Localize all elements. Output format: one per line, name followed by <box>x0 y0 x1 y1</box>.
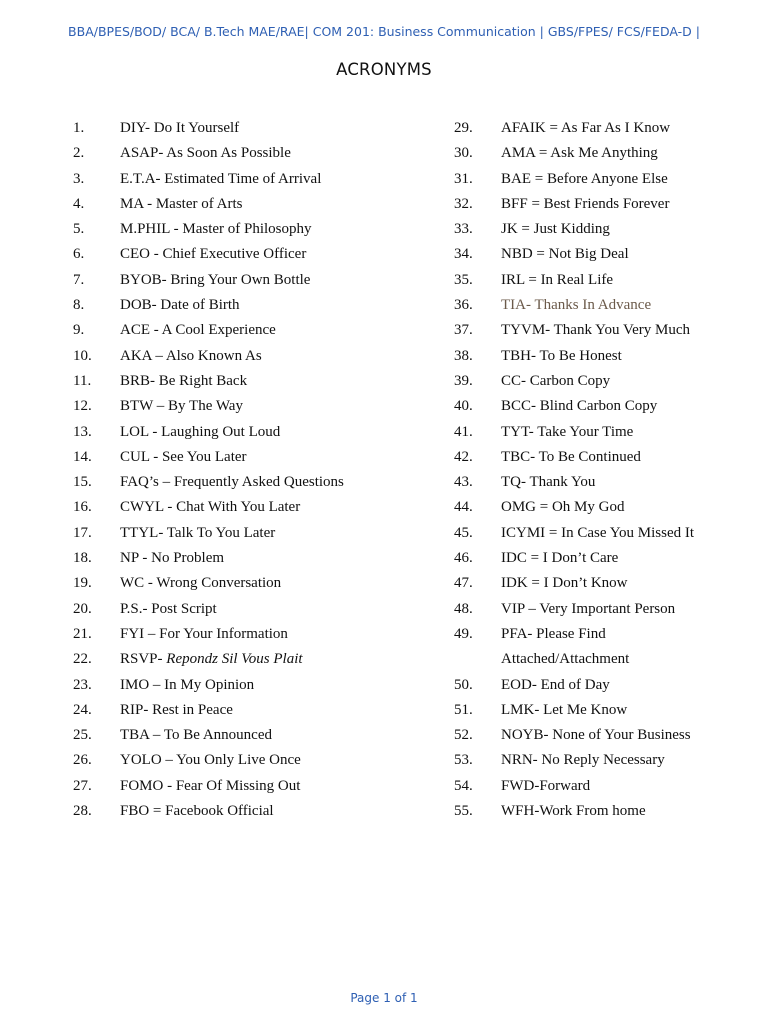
item-text <box>501 546 618 571</box>
item-text-main: AMA = Ask Me Anything <box>501 145 658 162</box>
item-text <box>120 141 291 166</box>
item-number: 12. <box>73 398 92 415</box>
item-text <box>120 622 288 647</box>
item-number: 6. <box>73 246 85 263</box>
list-item <box>73 242 433 267</box>
item-number: 54. <box>454 777 473 794</box>
item-text <box>501 141 658 166</box>
item-text <box>120 369 247 394</box>
item-text <box>120 293 240 318</box>
item-text <box>501 748 665 773</box>
item-text-main: BTW – By The Way <box>120 398 243 415</box>
item-number: 36. <box>454 297 473 314</box>
item-number: 49. <box>454 625 473 642</box>
item-text-main: CUL - See You Later <box>120 448 247 465</box>
item-text <box>501 217 610 242</box>
list-item <box>73 546 433 571</box>
list-item <box>73 647 433 672</box>
item-text <box>501 318 690 343</box>
item-number: 41. <box>454 423 473 440</box>
item-text-italic: Repondz Sil Vous Plait <box>166 651 303 668</box>
list-item <box>73 521 433 546</box>
item-number: 45. <box>454 524 473 541</box>
item-text-main: MA - Master of Arts <box>120 195 243 212</box>
item-text <box>501 445 641 470</box>
item-number: 3. <box>73 170 85 187</box>
item-text <box>120 571 281 596</box>
item-text <box>501 774 590 799</box>
list-item <box>73 167 433 192</box>
acronym-list-right <box>454 116 754 824</box>
list-item <box>454 723 754 748</box>
list-item <box>454 192 754 217</box>
item-number: 25. <box>73 727 92 744</box>
item-text-main: ACE - A Cool Experience <box>120 322 276 339</box>
item-text-main: FAQ’s – Frequently Asked Questions <box>120 474 344 491</box>
item-number: 28. <box>73 803 92 820</box>
item-number: 21. <box>73 625 92 642</box>
item-text <box>501 420 633 445</box>
item-text <box>120 394 243 419</box>
item-text-main: LOL - Laughing Out Loud <box>120 423 281 440</box>
item-text <box>501 799 646 824</box>
item-number: 39. <box>454 372 473 389</box>
item-number: 22. <box>73 651 92 668</box>
item-text <box>120 521 275 546</box>
item-text-main: FOMO - Fear Of Missing Out <box>120 777 301 794</box>
item-text-main: FBO = Facebook Official <box>120 803 274 820</box>
item-text-main: IRL = In Real Life <box>501 271 614 288</box>
item-text <box>120 242 306 267</box>
item-number: 29. <box>454 120 473 136</box>
item-text-main: BCC- Blind Carbon Copy <box>501 398 658 415</box>
list-item <box>73 470 433 495</box>
list-item <box>73 748 433 773</box>
item-text <box>120 698 233 723</box>
item-text-main: Attached/Attachment <box>501 651 630 668</box>
item-text <box>501 597 675 622</box>
item-text <box>120 647 303 672</box>
item-text-main: WFH-Work From home <box>501 803 646 820</box>
item-number: 19. <box>73 575 92 592</box>
list-item <box>73 192 433 217</box>
item-text <box>501 268 613 293</box>
item-text-main: VIP – Very Important Person <box>501 600 676 617</box>
item-text-main: YOLO – You Only Live Once <box>120 752 301 769</box>
item-text <box>501 192 669 217</box>
list-item <box>73 116 433 141</box>
list-item <box>73 293 433 318</box>
item-text <box>501 495 624 520</box>
item-number: 35. <box>454 271 473 288</box>
list-item <box>454 116 754 141</box>
item-number: 20. <box>73 600 92 617</box>
item-text <box>120 495 300 520</box>
item-text-main: IDC = I Don’t Care <box>501 550 619 567</box>
item-text-main: PFA- Please Find <box>501 625 606 642</box>
item-number: 4. <box>73 195 85 212</box>
item-number: 23. <box>73 676 92 693</box>
item-text <box>120 268 310 293</box>
item-text-main: OMG = Oh My God <box>501 499 625 516</box>
item-text <box>120 748 301 773</box>
item-text-main: NOYB- None of Your Business <box>501 727 691 744</box>
item-text-main: CC- Carbon Copy <box>501 372 611 389</box>
page-header: BBA/BPES/BOD/ BCA/ B.Tech MAE/RAE| COM 201: Business Communication | GBS/FPES/ FCS/FEDA-D | <box>68 24 700 39</box>
item-text-main: ICYMI = In Case You Missed It <box>501 524 695 541</box>
list-item <box>73 622 433 647</box>
item-text <box>120 318 276 343</box>
item-number: 24. <box>73 701 92 718</box>
item-text <box>501 698 627 723</box>
list-item <box>454 571 754 596</box>
item-number: 34. <box>454 246 473 263</box>
item-text <box>501 242 629 267</box>
list-item <box>454 344 754 369</box>
item-text <box>501 673 610 698</box>
list-item <box>454 698 754 723</box>
list-item <box>73 799 433 824</box>
item-text <box>120 546 224 571</box>
item-text-main: M.PHIL - Master of Philosophy <box>120 221 312 238</box>
item-text <box>501 293 651 318</box>
item-number: 14. <box>73 448 92 465</box>
item-number: 53. <box>454 752 473 769</box>
item-text-main: JK = Just Kidding <box>501 221 610 238</box>
item-text-main: TBH- To Be Honest <box>501 347 622 364</box>
item-text-main: EOD- End of Day <box>501 676 610 693</box>
item-number: 33. <box>454 221 473 238</box>
item-number: 55. <box>454 803 473 820</box>
item-number: 2. <box>73 145 85 162</box>
list-item <box>73 495 433 520</box>
list-item <box>454 141 754 166</box>
list-item <box>73 571 433 596</box>
item-text <box>501 116 670 141</box>
item-number <box>454 647 501 672</box>
item-text-main: TBC- To Be Continued <box>501 448 641 465</box>
item-text-main: NP - No Problem <box>120 550 225 567</box>
item-number: 13. <box>73 423 92 440</box>
item-number: 47. <box>454 575 473 592</box>
item-text-main: IDK = I Don’t Know <box>501 575 628 592</box>
item-text <box>120 597 217 622</box>
item-number: 43. <box>454 474 473 491</box>
item-text-main: E.T.A- Estimated Time of Arrival <box>120 170 322 187</box>
item-number: 17. <box>73 524 92 541</box>
list-item <box>73 141 433 166</box>
item-text-main: TQ- Thank You <box>501 474 596 491</box>
item-text-main: AKA – Also Known As <box>120 347 262 364</box>
item-text-main: DOB- Date of Birth <box>120 297 240 314</box>
item-text-main: TYT- Take Your Time <box>501 423 634 440</box>
item-text-main: IMO – In My Opinion <box>120 676 255 693</box>
list-item <box>454 622 754 647</box>
acronym-list-left <box>73 116 433 824</box>
item-number: 46. <box>454 550 473 567</box>
item-number: 8. <box>73 297 85 314</box>
item-text-main: DIY- Do It Yourself <box>120 120 240 136</box>
item-text <box>501 167 668 192</box>
list-item <box>454 293 754 318</box>
list-item <box>73 673 433 698</box>
list-item <box>454 470 754 495</box>
item-text <box>501 647 629 672</box>
item-number: 26. <box>73 752 92 769</box>
list-item <box>454 748 754 773</box>
item-number: 18. <box>73 550 92 567</box>
item-number: 11. <box>73 372 92 389</box>
item-text-main: P.S.- Post Script <box>120 600 217 617</box>
item-text <box>501 344 622 369</box>
item-text-main: WC - Wrong Conversation <box>120 575 282 592</box>
item-number: 16. <box>73 499 92 516</box>
item-text-main: AFAIK = As Far As I Know <box>501 120 671 136</box>
item-text <box>120 420 280 445</box>
item-text-main: CWYL - Chat With You Later <box>120 499 301 516</box>
item-number: 30. <box>454 145 473 162</box>
item-text-main: TBA – To Be Announced <box>120 727 272 744</box>
item-number: 32. <box>454 195 473 212</box>
list-item <box>454 445 754 470</box>
item-text-main: CEO - Chief Executive Officer <box>120 246 307 263</box>
item-number: 9. <box>73 322 85 339</box>
item-text-main: TIA- Thanks In Advance <box>501 297 652 314</box>
list-item <box>73 420 433 445</box>
item-text <box>501 394 657 419</box>
item-text <box>501 369 610 394</box>
list-item <box>454 546 754 571</box>
item-text <box>501 521 694 546</box>
item-number: 37. <box>454 322 473 339</box>
list-item <box>73 723 433 748</box>
item-text <box>501 723 691 748</box>
item-text-main: ASAP- As Soon As Possible <box>120 145 291 162</box>
list-item <box>454 495 754 520</box>
item-text-main: RIP- Rest in Peace <box>120 701 233 718</box>
list-item <box>454 420 754 445</box>
item-text <box>120 167 321 192</box>
list-item <box>454 318 754 343</box>
item-number: 51. <box>454 701 473 718</box>
item-number: 1. <box>73 120 85 136</box>
item-text-main: FYI – For Your Information <box>120 625 288 642</box>
list-item <box>73 268 433 293</box>
item-number: 15. <box>73 474 92 491</box>
item-text-main: BYOB- Bring Your Own Bottle <box>120 271 311 288</box>
list-item <box>454 521 754 546</box>
item-text <box>120 445 247 470</box>
page-title: ACRONYMS <box>336 60 432 79</box>
item-text <box>120 344 262 369</box>
list-item <box>454 774 754 799</box>
list-item <box>454 673 754 698</box>
list-item <box>454 647 754 672</box>
list-item <box>73 217 433 242</box>
item-number: 38. <box>454 347 473 364</box>
item-text-main: TTYL- Talk To You Later <box>120 524 276 541</box>
item-text-main: BFF = Best Friends Forever <box>501 195 670 212</box>
item-text-main: BAE = Before Anyone Else <box>501 170 668 187</box>
item-text <box>120 217 312 242</box>
item-number: 40. <box>454 398 473 415</box>
list-item <box>454 167 754 192</box>
item-text <box>120 673 254 698</box>
item-number: 48. <box>454 600 473 617</box>
item-number: 50. <box>454 676 473 693</box>
item-number: 44. <box>454 499 473 516</box>
item-text <box>120 116 239 141</box>
item-text-main: TYVM- Thank You Very Much <box>501 322 691 339</box>
item-text <box>120 723 272 748</box>
item-text-main: FWD-Forward <box>501 777 591 794</box>
list-item <box>73 344 433 369</box>
list-item <box>454 217 754 242</box>
list-item <box>73 318 433 343</box>
item-text-main: NRN- No Reply Necessary <box>501 752 665 769</box>
item-number: 52. <box>454 727 473 744</box>
item-number: 5. <box>73 221 85 238</box>
item-text <box>120 799 274 824</box>
item-text <box>120 192 243 217</box>
list-item <box>454 369 754 394</box>
list-item <box>73 597 433 622</box>
item-text <box>501 622 606 647</box>
item-number: 42. <box>454 448 473 465</box>
item-text <box>120 470 344 495</box>
item-text-main: NBD = Not Big Deal <box>501 246 629 263</box>
list-item <box>454 394 754 419</box>
item-text-main: RSVP- <box>120 651 167 668</box>
list-item <box>73 394 433 419</box>
item-number: 10. <box>73 347 92 364</box>
list-item <box>454 799 754 824</box>
item-text <box>501 470 595 495</box>
list-item <box>73 698 433 723</box>
list-item <box>454 597 754 622</box>
list-item <box>73 445 433 470</box>
page-footer: Page 1 of 1 <box>350 991 418 1005</box>
item-text <box>501 571 628 596</box>
item-number: 27. <box>73 777 92 794</box>
list-item <box>454 242 754 267</box>
item-number: 7. <box>73 271 85 288</box>
list-item <box>73 774 433 799</box>
item-text-main: LMK- Let Me Know <box>501 701 628 718</box>
item-text-main: BRB- Be Right Back <box>120 372 248 389</box>
list-item <box>454 268 754 293</box>
list-item <box>73 369 433 394</box>
item-number: 31. <box>454 170 473 187</box>
item-text <box>120 774 300 799</box>
